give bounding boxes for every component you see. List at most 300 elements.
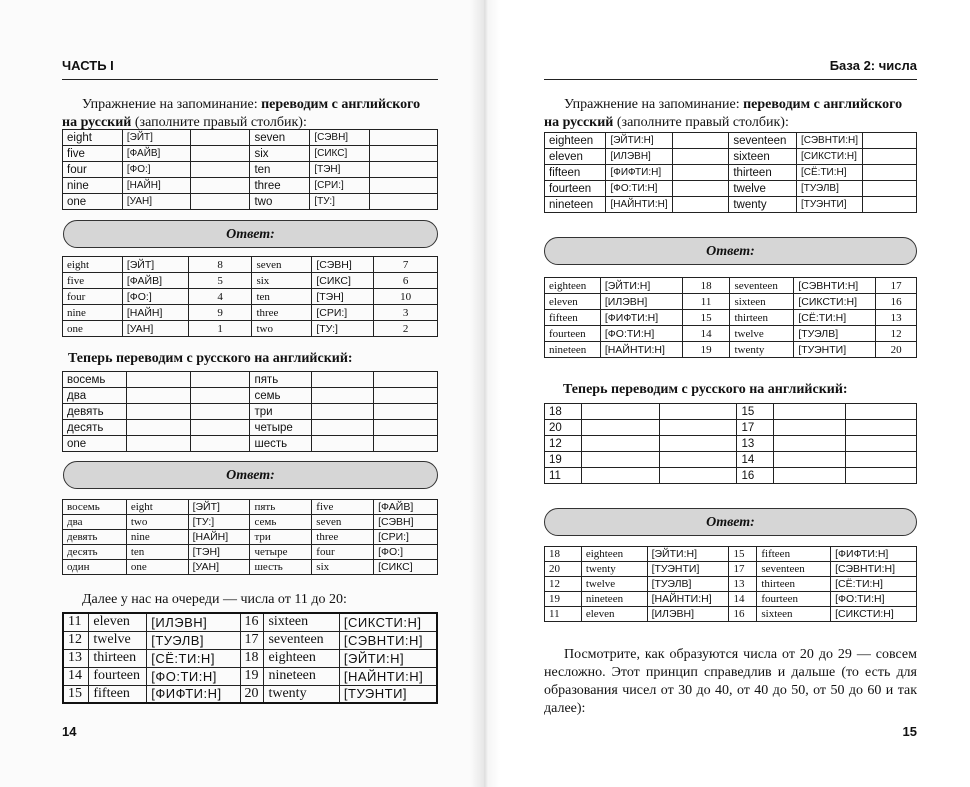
blank-cell bbox=[312, 372, 374, 388]
blank-cell bbox=[312, 388, 374, 404]
transcription: [СЭВНТИ:Н] bbox=[796, 133, 862, 149]
source-word: 13 bbox=[729, 577, 757, 592]
transcription: [ФО:ТИ:Н] bbox=[147, 667, 240, 685]
source-word: шесть bbox=[250, 560, 312, 575]
number-answer: 11 bbox=[682, 294, 730, 310]
blank-cell bbox=[312, 404, 374, 420]
transcription: [СЭВН] bbox=[310, 130, 370, 146]
transcription: [СРИ:] bbox=[312, 305, 374, 321]
answer-banner: Ответ: bbox=[63, 461, 438, 489]
exercise-table-ru-en bbox=[62, 371, 438, 452]
table-row bbox=[63, 194, 438, 210]
source-word: 12 bbox=[545, 436, 582, 452]
english-word: six bbox=[250, 146, 310, 162]
english-word: three bbox=[252, 305, 312, 321]
exercise-intro: Упражнение на запоминание: переводим с английского на русский (заполните правый столбик): bbox=[544, 97, 903, 130]
english-word: nineteen bbox=[581, 592, 647, 607]
table-row bbox=[545, 436, 917, 452]
transcription: [НАЙН] bbox=[122, 178, 190, 194]
transcription: [УАН] bbox=[188, 560, 250, 575]
blank-cell bbox=[126, 372, 190, 388]
english-word: five bbox=[63, 146, 123, 162]
number-answer: 16 bbox=[876, 294, 917, 310]
transcription: [СЭВН] bbox=[374, 515, 438, 530]
english-word: seven bbox=[312, 515, 374, 530]
table-row bbox=[545, 562, 917, 577]
answer-table-en-ru bbox=[544, 277, 917, 358]
english-word: seven bbox=[250, 130, 310, 146]
exercise-table-ru-en bbox=[544, 403, 917, 484]
number: 16 bbox=[240, 613, 264, 631]
table-row bbox=[63, 649, 437, 667]
transcription: [ЭЙТИ:Н] bbox=[339, 649, 437, 667]
blank-cell bbox=[672, 165, 729, 181]
transcription: [СИКСТИ:Н] bbox=[339, 613, 437, 631]
english-word: twelve bbox=[581, 577, 647, 592]
english-word: sixteen bbox=[730, 294, 794, 310]
source-word: девять bbox=[63, 404, 127, 420]
blank-cell bbox=[370, 162, 438, 178]
transcription: [ТЭН] bbox=[188, 545, 250, 560]
blank-cell bbox=[374, 372, 438, 388]
english-word: one bbox=[63, 321, 123, 337]
blank-cell bbox=[374, 420, 438, 436]
blank-cell bbox=[190, 372, 250, 388]
english-word: sixteen bbox=[264, 613, 339, 631]
blank-cell bbox=[774, 420, 846, 436]
source-word: один bbox=[63, 560, 127, 575]
source-word: четыре bbox=[250, 545, 312, 560]
english-word: eight bbox=[126, 500, 188, 515]
answer-banner: Ответ: bbox=[63, 220, 438, 248]
blank-cell bbox=[774, 436, 846, 452]
transcription: [ФИФТИ:Н] bbox=[600, 310, 682, 326]
blank-cell bbox=[370, 130, 438, 146]
table-row bbox=[63, 560, 438, 575]
source-word: восемь bbox=[63, 500, 127, 515]
table-row bbox=[63, 372, 438, 388]
english-word: sixteen bbox=[729, 149, 797, 165]
transcription: [ФО:ТИ:Н] bbox=[600, 326, 682, 342]
source-word: пять bbox=[250, 372, 312, 388]
transcription: [ФАЙВ] bbox=[374, 500, 438, 515]
answer-table-ru-en bbox=[62, 499, 438, 575]
number-answer: 20 bbox=[876, 342, 917, 358]
right-page bbox=[485, 0, 970, 787]
blank-cell bbox=[581, 452, 659, 468]
table-row bbox=[63, 667, 437, 685]
table-row bbox=[63, 500, 438, 515]
english-word: fifteen bbox=[545, 310, 601, 326]
english-word: nine bbox=[126, 530, 188, 545]
transcription: [ТУ:] bbox=[312, 321, 374, 337]
exercise-intro: Упражнение на запоминание: переводим с английского на русский (заполните правый столбик): bbox=[62, 97, 421, 130]
transcription: [СЁ:ТИ:Н] bbox=[831, 577, 917, 592]
blank-cell bbox=[126, 388, 190, 404]
english-word: thirteen bbox=[757, 577, 831, 592]
source-word: 13 bbox=[737, 436, 774, 452]
table-row bbox=[545, 607, 917, 622]
source-word: шесть bbox=[250, 436, 312, 452]
source-word: десять bbox=[63, 420, 127, 436]
table-row bbox=[545, 149, 917, 165]
number-answer: 9 bbox=[188, 305, 252, 321]
english-word: two bbox=[250, 194, 310, 210]
blank-cell bbox=[846, 452, 917, 468]
source-word: 14 bbox=[737, 452, 774, 468]
answer-banner: Ответ: bbox=[544, 508, 917, 536]
english-word: six bbox=[312, 560, 374, 575]
english-word: seventeen bbox=[757, 562, 831, 577]
english-word: eight bbox=[63, 130, 123, 146]
header-rule bbox=[544, 79, 917, 80]
table-row bbox=[63, 404, 438, 420]
table-row bbox=[545, 547, 917, 562]
transcription: [НАЙНТИ:Н] bbox=[600, 342, 682, 358]
header-rule bbox=[62, 79, 438, 80]
table-row bbox=[545, 592, 917, 607]
transcription: [СЭВНТИ:Н] bbox=[339, 631, 437, 649]
source-word: 17 bbox=[737, 420, 774, 436]
transcription: [ФИФТИ:Н] bbox=[606, 165, 672, 181]
english-word: nineteen bbox=[545, 197, 606, 213]
transcription: [НАЙНТИ:Н] bbox=[647, 592, 729, 607]
source-word: 18 bbox=[545, 404, 582, 420]
number-answer: 8 bbox=[188, 257, 252, 273]
blank-cell bbox=[190, 162, 250, 178]
blank-cell bbox=[190, 404, 250, 420]
transcription: [ТУЭНТИ] bbox=[339, 685, 437, 703]
transcription: [ФО:] bbox=[122, 162, 190, 178]
running-header: База 2: числа bbox=[829, 58, 917, 73]
english-word: twenty bbox=[729, 197, 797, 213]
english-word: twenty bbox=[264, 685, 339, 703]
source-word: 20 bbox=[545, 562, 582, 577]
blank-cell bbox=[659, 420, 737, 436]
english-word: thirteen bbox=[730, 310, 794, 326]
transcription: [СЁ:ТИ:Н] bbox=[796, 165, 862, 181]
english-word: nine bbox=[63, 305, 123, 321]
transcription: [НАЙНТИ:Н] bbox=[339, 667, 437, 685]
blank-cell bbox=[581, 468, 659, 484]
ru-en-heading: Теперь переводим с русского на английский: bbox=[68, 351, 353, 366]
source-word: 19 bbox=[545, 452, 582, 468]
table-row bbox=[545, 420, 917, 436]
transcription: [ТУЭНТИ] bbox=[647, 562, 729, 577]
transcription: [ТУЭНТИ] bbox=[794, 342, 876, 358]
transcription: [ТУЭЛВ] bbox=[796, 181, 862, 197]
transcription: [ТУЭНТИ] bbox=[796, 197, 862, 213]
table-row bbox=[63, 530, 438, 545]
transcription: [ИЛЭВН] bbox=[606, 149, 672, 165]
number-answer: 1 bbox=[188, 321, 252, 337]
transcription: [НАЙН] bbox=[122, 305, 188, 321]
transcription: [ЭЙТИ:Н] bbox=[647, 547, 729, 562]
english-word: fourteen bbox=[757, 592, 831, 607]
transcription: [СИКС] bbox=[312, 273, 374, 289]
english-word: thirteen bbox=[89, 649, 147, 667]
number: 14 bbox=[63, 667, 89, 685]
english-word: eight bbox=[63, 257, 123, 273]
table-row bbox=[63, 436, 438, 452]
number-answer: 19 bbox=[682, 342, 730, 358]
transcription: [УАН] bbox=[122, 194, 190, 210]
english-word: ten bbox=[126, 545, 188, 560]
book-gutter bbox=[470, 0, 500, 787]
english-word: fifteen bbox=[545, 165, 606, 181]
english-word: four bbox=[63, 289, 123, 305]
english-word: three bbox=[312, 530, 374, 545]
blank-cell bbox=[846, 436, 917, 452]
table-row bbox=[63, 631, 437, 649]
number: 20 bbox=[240, 685, 264, 703]
exercise-table-en-ru bbox=[544, 132, 917, 213]
english-word: six bbox=[252, 273, 312, 289]
english-word: twelve bbox=[730, 326, 794, 342]
table-row bbox=[63, 146, 438, 162]
transcription: [НАЙНТИ:Н] bbox=[606, 197, 672, 213]
blank-cell bbox=[581, 404, 659, 420]
english-word: eleven bbox=[581, 607, 647, 622]
english-word: eleven bbox=[545, 149, 606, 165]
transcription: [СИКСТИ:Н] bbox=[794, 294, 876, 310]
table-row bbox=[545, 326, 917, 342]
table-row bbox=[63, 178, 438, 194]
source-word: 12 bbox=[545, 577, 582, 592]
english-word: eighteen bbox=[264, 649, 339, 667]
table-row bbox=[63, 420, 438, 436]
blank-cell bbox=[370, 194, 438, 210]
blank-cell bbox=[672, 197, 729, 213]
number-answer: 10 bbox=[374, 289, 438, 305]
number-answer: 13 bbox=[876, 310, 917, 326]
blank-cell bbox=[774, 468, 846, 484]
table-row bbox=[545, 342, 917, 358]
blank-cell bbox=[190, 436, 250, 452]
transcription: [ФИФТИ:Н] bbox=[831, 547, 917, 562]
blank-cell bbox=[374, 404, 438, 420]
number-answer: 6 bbox=[374, 273, 438, 289]
number-answer: 3 bbox=[374, 305, 438, 321]
blank-cell bbox=[863, 149, 917, 165]
transcription: [СЁ:ТИ:Н] bbox=[794, 310, 876, 326]
transcription: [ТУ:] bbox=[310, 194, 370, 210]
english-word: sixteen bbox=[757, 607, 831, 622]
transcription: [СИКС] bbox=[310, 146, 370, 162]
english-word: fourteen bbox=[545, 181, 606, 197]
number-answer: 15 bbox=[682, 310, 730, 326]
table-row bbox=[63, 545, 438, 560]
transcription: [СЭВН] bbox=[312, 257, 374, 273]
source-word: семь bbox=[250, 388, 312, 404]
page-number: 14 bbox=[62, 724, 77, 739]
table-row bbox=[63, 613, 437, 631]
closing-paragraph: Посмотрите, как образуются числа от 20 до 29 — совсем несложно. Этот принцип справедлив и дальше (то есть для образования чисел от 30 до 40, от 40 до 50, от 50 до 60 и так далее): bbox=[544, 647, 917, 716]
english-word: three bbox=[250, 178, 310, 194]
source-word: девять bbox=[63, 530, 127, 545]
page-number: 15 bbox=[902, 724, 917, 739]
blank-cell bbox=[672, 149, 729, 165]
number: 15 bbox=[63, 685, 89, 703]
english-word: nineteen bbox=[545, 342, 601, 358]
source-word: три bbox=[250, 404, 312, 420]
table-row bbox=[545, 577, 917, 592]
blank-cell bbox=[659, 452, 737, 468]
source-word: 15 bbox=[729, 547, 757, 562]
exercise-table-en-ru bbox=[62, 129, 438, 210]
blank-cell bbox=[126, 404, 190, 420]
number-answer: 14 bbox=[682, 326, 730, 342]
transcription: [ФАЙВ] bbox=[122, 146, 190, 162]
blank-cell bbox=[312, 436, 374, 452]
transcription: [ИЛЭВН] bbox=[600, 294, 682, 310]
blank-cell bbox=[774, 452, 846, 468]
table-row bbox=[545, 294, 917, 310]
table-row bbox=[63, 162, 438, 178]
blank-cell bbox=[863, 197, 917, 213]
source-word: 16 bbox=[729, 607, 757, 622]
english-word: five bbox=[63, 273, 123, 289]
table-row bbox=[63, 388, 438, 404]
ru-en-heading: Теперь переводим с русского на английский: bbox=[563, 382, 848, 397]
table-row bbox=[545, 404, 917, 420]
blank-cell bbox=[846, 404, 917, 420]
transcription: [ТЭН] bbox=[312, 289, 374, 305]
transcription: [ТУЭЛВ] bbox=[647, 577, 729, 592]
number: 11 bbox=[63, 613, 89, 631]
blank-cell bbox=[190, 130, 250, 146]
english-word: twenty bbox=[730, 342, 794, 358]
blank-cell bbox=[126, 420, 190, 436]
blank-cell bbox=[659, 436, 737, 452]
table-row bbox=[63, 305, 438, 321]
english-word: eighteen bbox=[545, 133, 606, 149]
blank-cell bbox=[190, 178, 250, 194]
english-word: seventeen bbox=[264, 631, 339, 649]
blank-cell bbox=[863, 133, 917, 149]
blank-cell bbox=[774, 404, 846, 420]
english-word: twelve bbox=[89, 631, 147, 649]
answer-table-ru-en bbox=[544, 546, 917, 622]
number: 13 bbox=[63, 649, 89, 667]
english-word: four bbox=[312, 545, 374, 560]
english-word: fourteen bbox=[89, 667, 147, 685]
table-row bbox=[63, 130, 438, 146]
transcription: [ЭЙТ] bbox=[188, 500, 250, 515]
english-word: fifteen bbox=[757, 547, 831, 562]
source-word: три bbox=[250, 530, 312, 545]
transcription: [СИКСТИ:Н] bbox=[831, 607, 917, 622]
transcription: [ЭЙТ] bbox=[122, 130, 190, 146]
answer-banner: Ответ: bbox=[544, 237, 917, 265]
source-word: 20 bbox=[545, 420, 582, 436]
blank-cell bbox=[863, 165, 917, 181]
transcription: [ФАЙВ] bbox=[122, 273, 188, 289]
english-word: two bbox=[252, 321, 312, 337]
source-word: 15 bbox=[737, 404, 774, 420]
transcription: [СИКСТИ:Н] bbox=[796, 149, 862, 165]
numbers-11-20-table bbox=[62, 612, 438, 704]
source-word: два bbox=[63, 515, 127, 530]
blank-cell bbox=[312, 420, 374, 436]
transcription: [ИЛЭВН] bbox=[647, 607, 729, 622]
number-answer: 17 bbox=[876, 278, 917, 294]
english-word: ten bbox=[252, 289, 312, 305]
english-word: twelve bbox=[729, 181, 797, 197]
table-row bbox=[63, 321, 438, 337]
number: 19 bbox=[240, 667, 264, 685]
table-row bbox=[545, 197, 917, 213]
english-word: twenty bbox=[581, 562, 647, 577]
blank-cell bbox=[190, 194, 250, 210]
transcription: [НАЙН] bbox=[188, 530, 250, 545]
table-row bbox=[63, 273, 438, 289]
transcription: [ФО:] bbox=[374, 545, 438, 560]
next-numbers-text: Далее у нас на очереди — числа от 11 до 20: bbox=[82, 592, 347, 607]
english-word: four bbox=[63, 162, 123, 178]
table-row bbox=[63, 685, 437, 703]
table-row bbox=[545, 468, 917, 484]
source-word: 14 bbox=[729, 592, 757, 607]
blank-cell bbox=[370, 178, 438, 194]
english-word: one bbox=[63, 194, 123, 210]
transcription: [ТУЭЛВ] bbox=[147, 631, 240, 649]
transcription: [СРИ:] bbox=[374, 530, 438, 545]
source-word: one bbox=[63, 436, 127, 452]
english-word: eighteen bbox=[581, 547, 647, 562]
source-word: два bbox=[63, 388, 127, 404]
blank-cell bbox=[672, 181, 729, 197]
transcription: [СЭВНТИ:Н] bbox=[831, 562, 917, 577]
english-word: seventeen bbox=[729, 133, 797, 149]
blank-cell bbox=[846, 468, 917, 484]
number-answer: 4 bbox=[188, 289, 252, 305]
answer-table-en-ru bbox=[62, 256, 438, 337]
number-answer: 7 bbox=[374, 257, 438, 273]
number: 18 bbox=[240, 649, 264, 667]
table-row bbox=[63, 289, 438, 305]
english-word: one bbox=[126, 560, 188, 575]
blank-cell bbox=[581, 436, 659, 452]
source-word: семь bbox=[250, 515, 312, 530]
number-answer: 12 bbox=[876, 326, 917, 342]
table-row bbox=[63, 515, 438, 530]
transcription: [ТЭН] bbox=[310, 162, 370, 178]
transcription: [СИКС] bbox=[374, 560, 438, 575]
transcription: [СРИ:] bbox=[310, 178, 370, 194]
blank-cell bbox=[190, 388, 250, 404]
transcription: [ЭЙТ] bbox=[122, 257, 188, 273]
source-word: пять bbox=[250, 500, 312, 515]
table-row bbox=[63, 257, 438, 273]
source-word: десять bbox=[63, 545, 127, 560]
transcription: [ФО:ТИ:Н] bbox=[831, 592, 917, 607]
transcription: [ФО:] bbox=[122, 289, 188, 305]
blank-cell bbox=[581, 420, 659, 436]
blank-cell bbox=[374, 388, 438, 404]
transcription: [ЭЙТИ:Н] bbox=[606, 133, 672, 149]
table-row bbox=[545, 133, 917, 149]
running-header: ЧАСТЬ I bbox=[62, 58, 114, 73]
blank-cell bbox=[190, 146, 250, 162]
english-word: eleven bbox=[89, 613, 147, 631]
number-answer: 5 bbox=[188, 273, 252, 289]
number-answer: 2 bbox=[374, 321, 438, 337]
transcription: [ФО:ТИ:Н] bbox=[606, 181, 672, 197]
source-word: 18 bbox=[545, 547, 582, 562]
blank-cell bbox=[374, 436, 438, 452]
blank-cell bbox=[672, 133, 729, 149]
